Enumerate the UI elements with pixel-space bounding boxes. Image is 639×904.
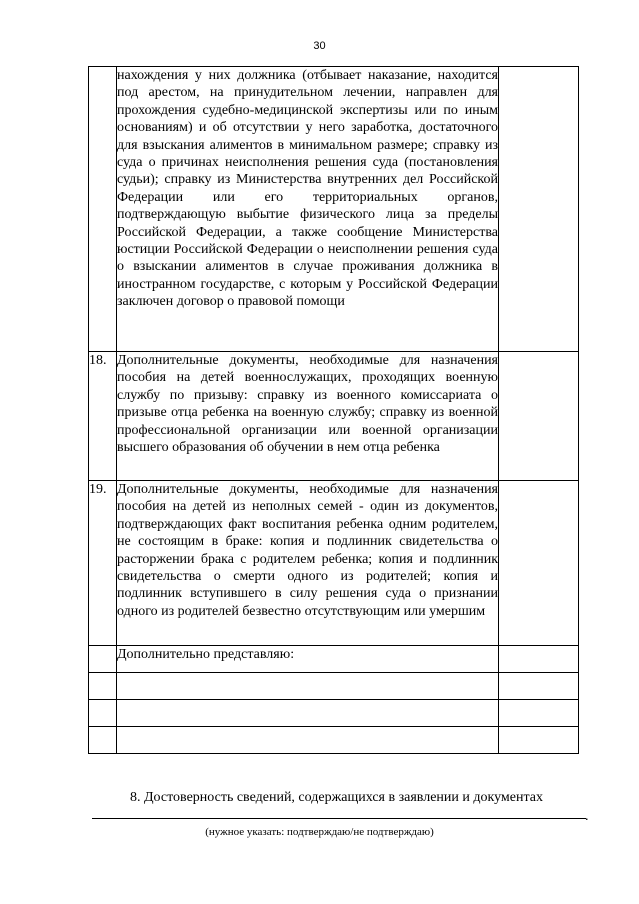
row-number <box>89 700 117 727</box>
table-row <box>89 727 579 754</box>
row-mark-cell[interactable] <box>499 352 579 481</box>
row-text: Дополнительные документы, необходимые для назначения пособия на детей из неполных семей - один из документов, подтверждающих факт воспитания ребенка одним родителем, не состоящим в браке: копия и подлинник свидетельства о расторжении брака с родителем ребенка; копия и подлинник свидетельства о смерти одного из родителей; копия и подлинник вступившего в силу решения суда о признании одного из родителей безвестно отсутствующим или умершим <box>117 481 499 646</box>
row-mark-cell[interactable] <box>499 67 579 352</box>
row-number: 18. <box>89 352 117 481</box>
answer-line-end: . <box>585 809 589 824</box>
row-mark-cell[interactable] <box>499 646 579 673</box>
row-text-field[interactable] <box>117 727 499 754</box>
documents-table <box>88 66 579 754</box>
row-text: Дополнительно представляю: <box>117 646 499 673</box>
row-number <box>89 67 117 352</box>
table-row <box>89 481 579 646</box>
table-row <box>89 646 579 673</box>
row-number <box>89 673 117 700</box>
table-row <box>89 352 579 481</box>
table-row <box>89 673 579 700</box>
row-number <box>89 727 117 754</box>
table-row <box>89 67 579 352</box>
answer-line[interactable] <box>92 818 586 819</box>
row-number <box>89 646 117 673</box>
row-mark-cell[interactable] <box>499 481 579 646</box>
page-number: 30 <box>313 40 326 52</box>
row-text: Дополнительные документы, необходимые для назначения пособия на детей военнослужащих, проходящих военную службу по призыву: справку из военного комиссариата о призыве отца ребенка на военную службу; справку из военной профессиональной организации или военной организации высшего образования об обучении в нем отца ребенка <box>117 352 499 481</box>
row-mark-cell[interactable] <box>499 673 579 700</box>
row-text: нахождения у них должника (отбывает наказание, находится под арестом, на принудительном лечении, направлен для прохождения судебно-медицинской экспертизы или по иным основаниям) и об отсутствии у него заработка, достаточного для взыскания алиментов в минимальном размере; справку из суда о причинах неисполнения решения суда (постановления судьи); справку из Министерства внутренних дел Российской Федерации или его территориальных органов, подтверждающую выбытие физического лица за пределы Российской Федерации, а также сообщение Министерства юстиции Российской Федерации о неисполнении решения суда о взыскании алиментов в случае проживания должника в иностранном государстве, с которым у Российской Федерации заключен договор о правовой помощи <box>117 67 499 352</box>
row-mark-cell[interactable] <box>499 700 579 727</box>
answer-hint: (нужное указать: подтверждаю/не подтверждаю) <box>205 826 434 838</box>
row-text-field[interactable] <box>117 673 499 700</box>
table-row <box>89 700 579 727</box>
row-mark-cell[interactable] <box>499 727 579 754</box>
item-8-statement: 8. Достоверность сведений, содержащихся в заявлении и документах <box>130 790 543 805</box>
row-number: 19. <box>89 481 117 646</box>
row-text-field[interactable] <box>117 700 499 727</box>
